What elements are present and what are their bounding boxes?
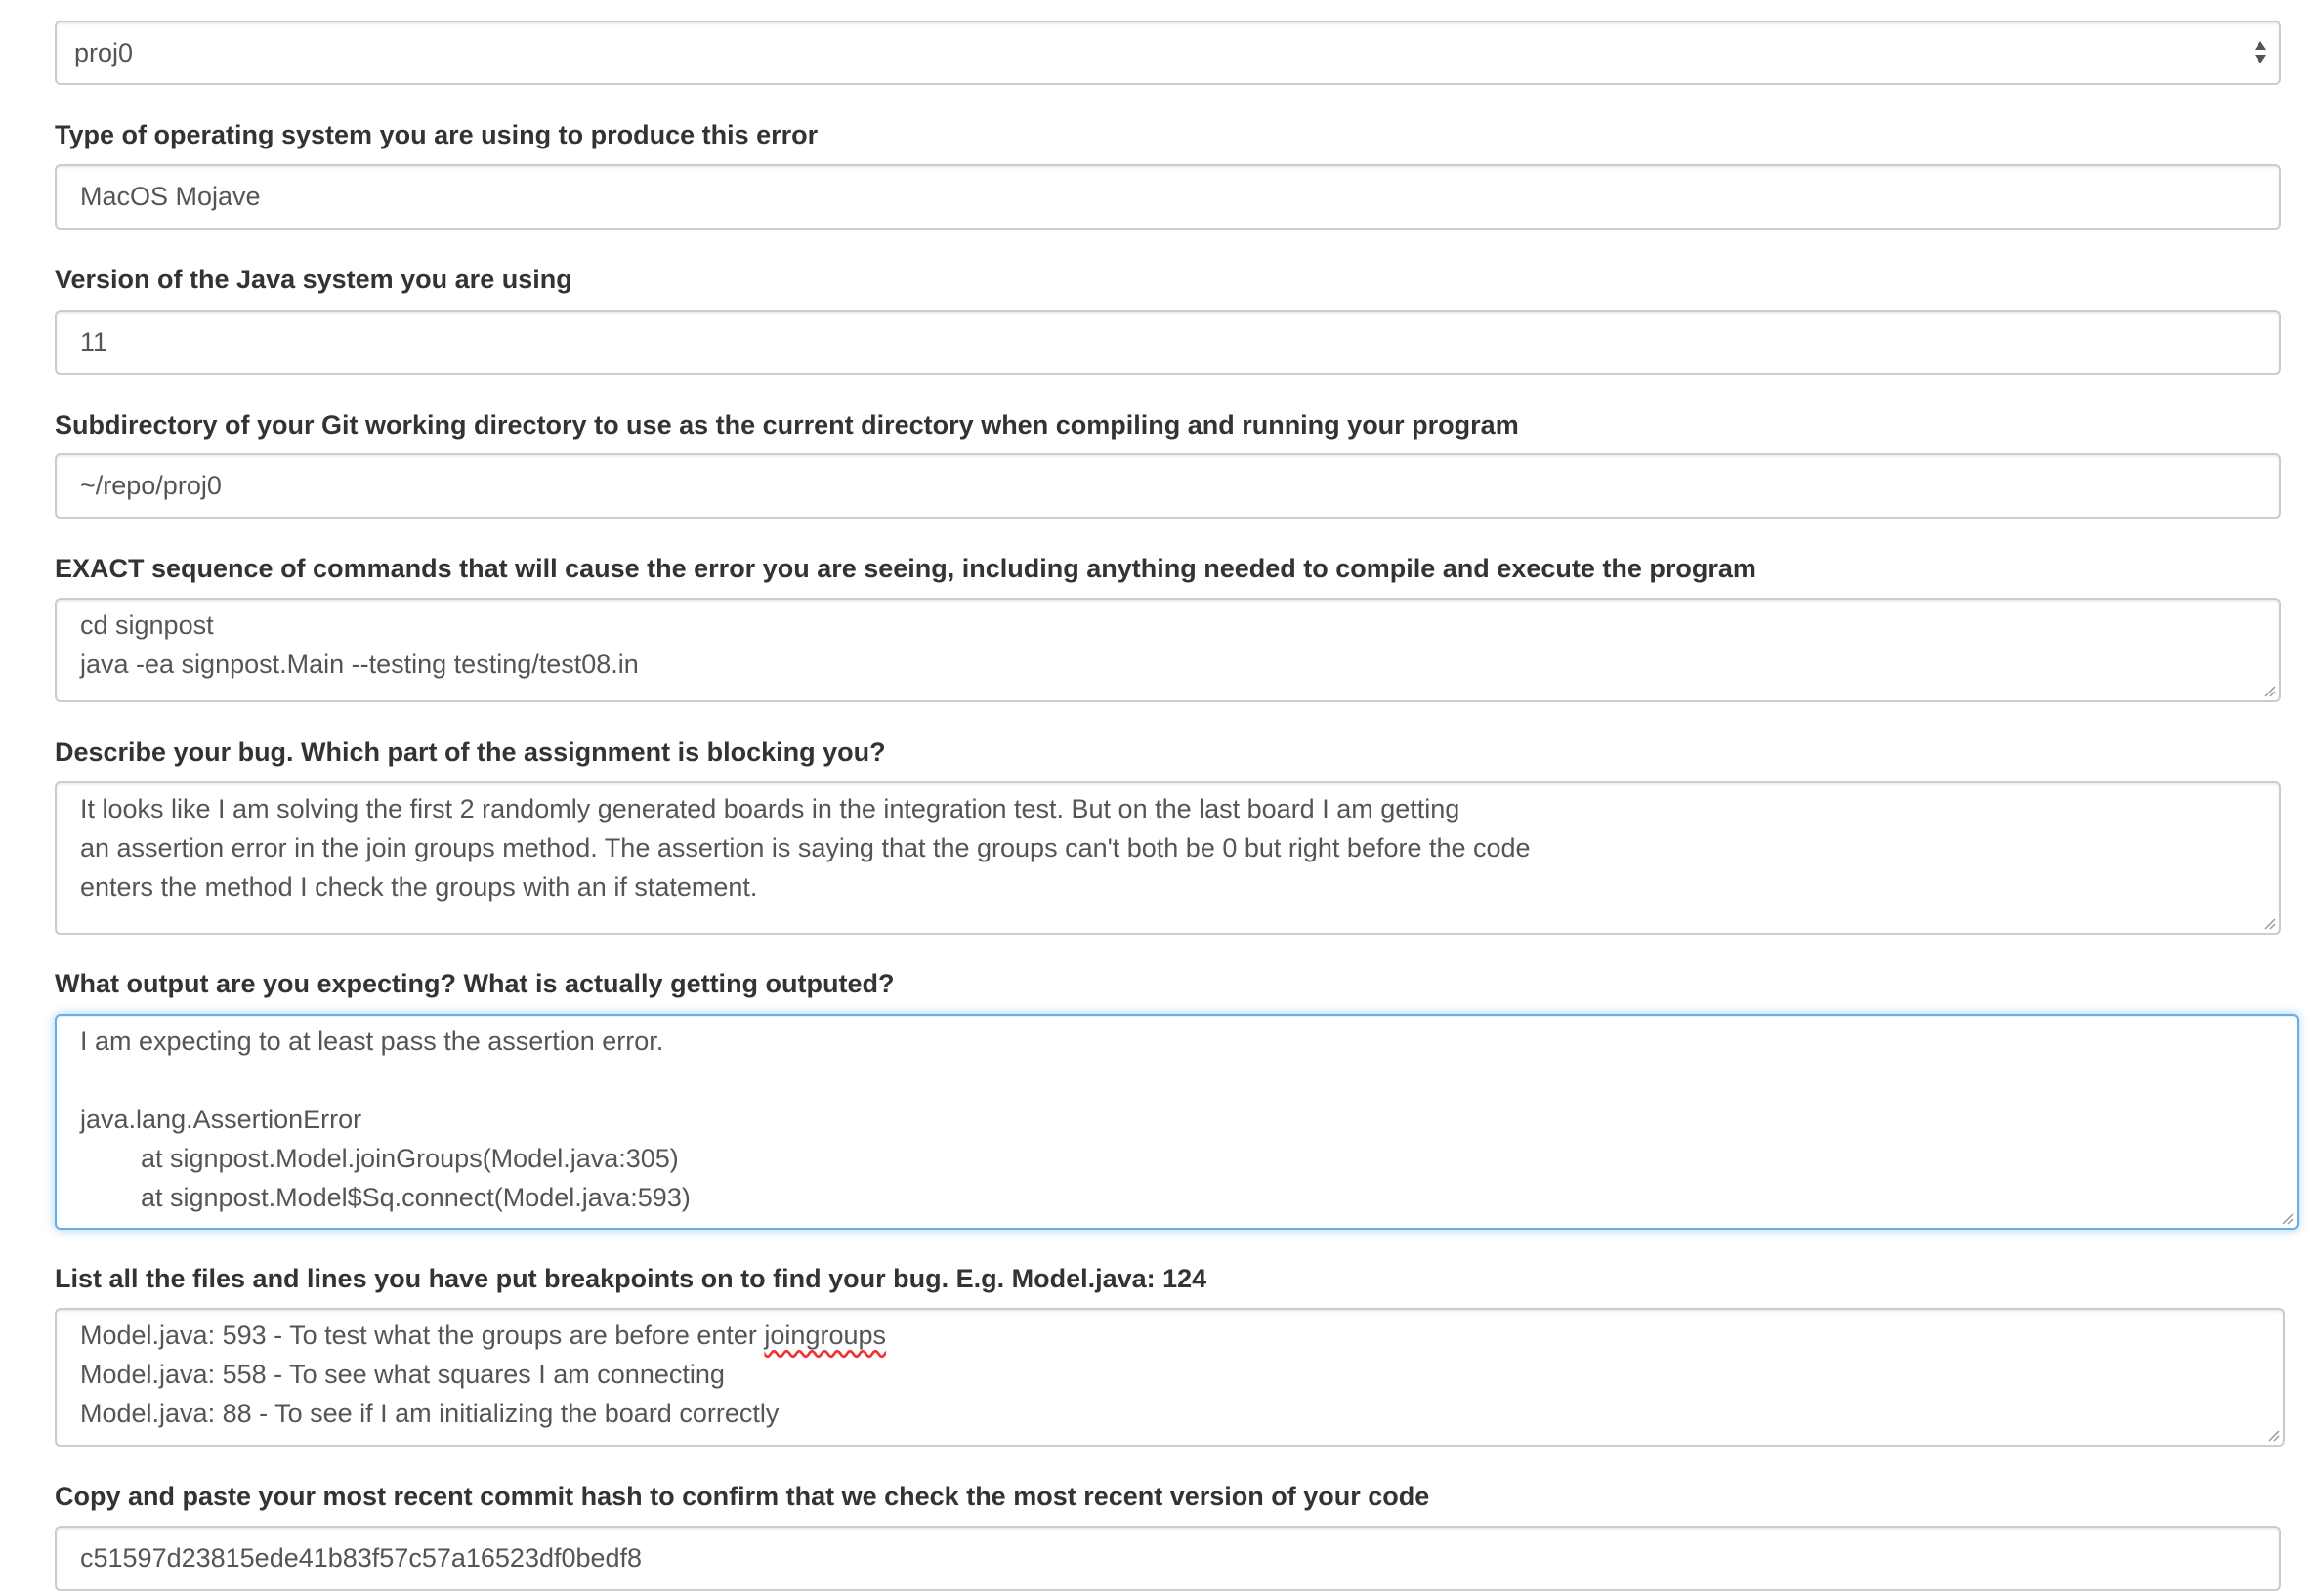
misspelled-word: joingroups [764,1321,887,1350]
text-line: enters the method I check the groups with an if statement. [80,872,758,902]
subdir-label: Subdirectory of your Git working directory to use as the current directory when compiling and running your program [55,410,1519,440]
project-select-value: proj0 [74,37,134,67]
os-label: Type of operating system you are using to produce this error [55,120,819,149]
os-value: MacOS Mojave [80,182,261,211]
commands-textarea[interactable] [55,598,2281,702]
breakpoints-textarea[interactable] [55,1308,2285,1447]
describe-label: Describe your bug. Which part of the assignment is blocking you? [55,737,886,767]
text-line: java -ea signpost.Main --testing testing/test08.in [80,650,639,679]
resize-handle-icon[interactable] [2280,1211,2294,1225]
text-line: I am expecting to at least pass the assertion error. [80,1027,664,1056]
breakpoints-label: List all the files and lines you have put breakpoints on to find your bug. E.g. Model.java: 124 [55,1264,1207,1293]
text-line: It looks like I am solving the first 2 randomly generated boards in the integration test. But on the last board I am getting [80,794,1460,823]
text-line: at signpost.Model$Sq.connect(Model.java:593) [141,1183,691,1212]
resize-handle-icon[interactable] [2262,684,2276,697]
resize-handle-icon[interactable] [2262,916,2276,930]
commit-value: c51597d23815ede41b83f57c57a16523df0bedf8 [80,1543,643,1573]
project-select[interactable] [55,21,2281,85]
subdir-value: ~/repo/proj0 [80,471,222,500]
os-input[interactable] [55,164,2281,230]
java-value: 11 [80,327,108,357]
select-arrows-icon [2254,39,2267,66]
text-line: cd signpost [80,610,214,640]
describe-textarea[interactable] [55,781,2281,935]
output-textarea[interactable] [55,1014,2299,1230]
java-label: Version of the Java system you are using [55,265,572,294]
commands-label: EXACT sequence of commands that will cause the error you are seeing, including anything needed to compile and execute the program [55,554,1756,583]
text-segment: Model.java: 593 - To test what the groups are before enter [80,1321,765,1350]
commit-label: Copy and paste your most recent commit hash to confirm that we check the most recent version of your code [55,1482,1430,1511]
blank-line [80,1061,2297,1100]
text-line: at signpost.Model.joinGroups(Model.java:305) [141,1144,679,1173]
text-line: Model.java: 88 - To see if I am initializing the board correctly [80,1399,780,1428]
text-line: Model.java: 558 - To see what squares I am connecting [80,1360,725,1389]
output-label: What output are you expecting? What is actually getting outputed? [55,969,895,998]
text-line [80,1316,2283,1355]
resize-handle-icon[interactable] [2266,1428,2280,1442]
java-version-input[interactable] [55,310,2281,375]
subdir-input[interactable] [55,453,2281,519]
text-line: an assertion error in the join groups method. The assertion is saying that the groups can't both be 0 but right before the code [80,833,1531,862]
commit-hash-input[interactable] [55,1526,2281,1591]
text-line: java.lang.AssertionError [80,1105,362,1134]
